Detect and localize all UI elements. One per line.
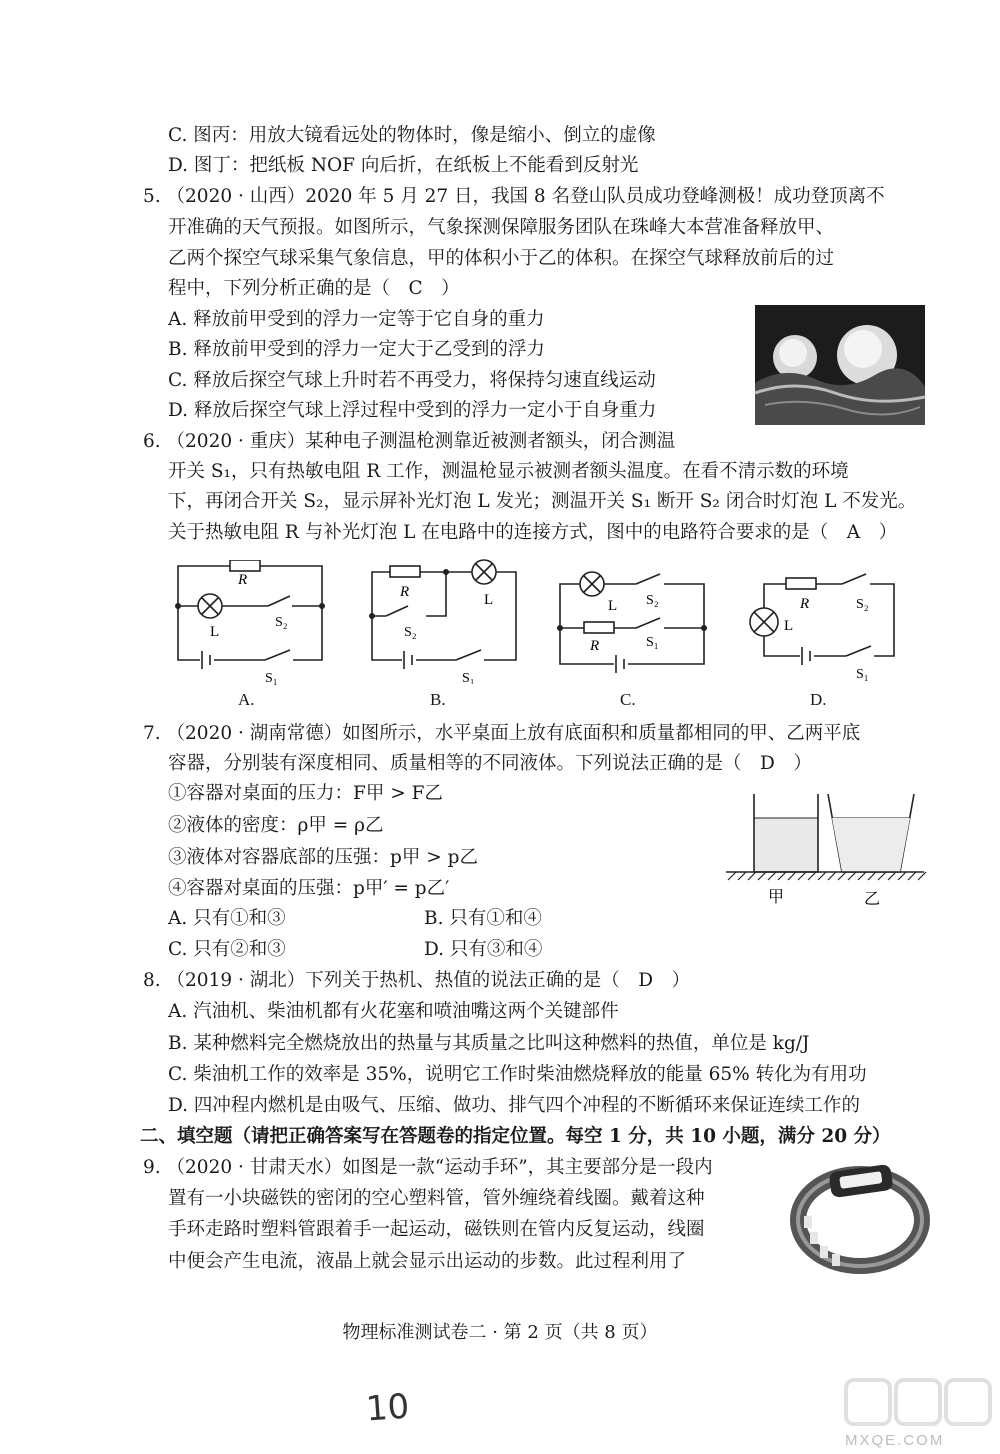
q5-stem-4: 程中，下列分析正确的是（ C ） — [168, 278, 460, 299]
label-jia: 甲 — [768, 889, 785, 906]
q7-statement-3: ③液体对容器底部的压强：p甲 > p乙 — [168, 847, 478, 868]
q5-stem-3: 乙两个探空气球采集气象信息，甲的体积小于乙的体积。在探空气球释放前后的过 — [168, 248, 835, 269]
option-label-b: B. — [430, 690, 446, 709]
q5-option-b: B. 释放前甲受到的浮力一定大于乙受到的浮力 — [168, 339, 545, 360]
balloon-photo — [755, 305, 925, 425]
q9-stem-2: 置有一小块磁铁的密闭的空心塑料管，管外缠绕着线圈。戴着这种 — [168, 1188, 705, 1209]
svg-text:R: R — [400, 584, 410, 600]
q9-stem-4: 中便会产生电流，液晶上就会显示出运动的步数。此过程利用了 — [168, 1251, 687, 1272]
q5-stem-1: 5. （2020 · 山西）2020 年 5 月 27 日，我国 8 名登山队员成功登峰测极！成功登顶离不 — [143, 186, 885, 207]
q8-option-c: C. 柴油机工作的效率是 35%，说明它工作时柴油燃烧释放的能量 65% 转化为有用功 — [168, 1064, 867, 1085]
option-label-a: A. — [238, 690, 255, 709]
q7-stem-2: 容器，分别装有深度相同、质量相等的不同液体。下列说法正确的是（ D ） — [168, 753, 812, 774]
q5-stem-2: 开准确的天气预报。如图所示，气象探测保障服务团队在珠峰大本营准备释放甲、 — [168, 217, 835, 238]
svg-text:S₁: S₁ — [646, 635, 659, 650]
label-r: R — [238, 572, 248, 588]
circuit-b — [364, 556, 524, 684]
q9-stem-3: 手环走路时塑料管跟着手一起运动，磁铁则在管内反复运动，线圈 — [168, 1219, 705, 1240]
option-label-d: D. — [810, 690, 827, 709]
label-s1: S₁ — [265, 671, 278, 685]
q5-option-a: A. 释放前甲受到的浮力一定等于它自身的重力 — [168, 309, 545, 330]
q8-option-a: A. 汽油机、柴油机都有火花塞和喷油嘴这两个关键部件 — [168, 1001, 619, 1022]
option-label-c: C. — [620, 690, 636, 709]
svg-text:L: L — [484, 592, 494, 608]
q7-option-a: A. 只有①和③ — [168, 908, 286, 929]
q6-stem-3: 下，再闭合开关 S₂，显示屏补光灯泡 L 发光；测温开关 S₁ 断开 S₂ 闭合时灯泡 L 不发光。 — [168, 491, 917, 512]
q5-option-d: D. 释放后探空气球上浮过程中受到的浮力一定小于自身重力 — [168, 400, 657, 421]
circuit-c — [552, 560, 712, 685]
svg-text:S₁: S₁ — [462, 671, 475, 684]
svg-text:S₂: S₂ — [404, 625, 417, 640]
q7-option-b: B. 只有①和④ — [424, 908, 542, 929]
svg-text:R: R — [590, 638, 600, 654]
wristband-photo — [790, 1160, 930, 1275]
svg-text:S₂: S₂ — [856, 597, 869, 612]
q6-stem-2: 开关 S₁，只有热敏电阻 R 工作，测温枪显示被测者额头温度。在看不清示数的环境 — [168, 461, 849, 482]
svg-text:R: R — [800, 596, 810, 612]
watermark-url: MXQE.COM — [845, 1432, 945, 1449]
svg-text:L: L — [608, 598, 618, 614]
label-yi: 乙 — [864, 891, 881, 908]
circuit-d — [742, 560, 907, 685]
q7-stem-1: 7. （2020 · 湖南常德）如图所示，水平桌面上放有底面积和质量都相同的甲、乙两平底 — [143, 723, 861, 744]
q7-statement-2: ②液体的密度：ρ甲 = ρ乙 — [168, 815, 384, 836]
q4-option-d: D. 图丁：把纸板 NOF 向后折，在纸板上不能看到反射光 — [168, 155, 639, 176]
svg-text:S₂: S₂ — [646, 593, 659, 608]
handwritten-number: 10 — [364, 1386, 411, 1430]
svg-text:S₁: S₁ — [856, 667, 869, 682]
svg-text:L: L — [784, 618, 794, 634]
page-footer: 物理标准测试卷二 · 第 2 页（共 8 页） — [342, 1322, 658, 1343]
q8-option-d: D. 四冲程内燃机是由吸气、压缩、做功、排气四个冲程的不断循环来保证连续工作的 — [168, 1095, 860, 1116]
q6-stem-4: 关于热敏电阻 R 与补光灯泡 L 在电路中的连接方式，图中的电路符合要求的是（ A ） — [168, 522, 898, 543]
label-l: L — [210, 624, 220, 640]
q7-statement-4: ④容器对桌面的压强：p甲′ = p乙′ — [168, 878, 450, 899]
q5-option-c: C. 释放后探空气球上升时若不再受力，将保持匀速直线运动 — [168, 370, 656, 391]
q6-stem-1: 6. （2020 · 重庆）某种电子测温枪测靠近被测者额头，闭合测温 — [143, 431, 676, 452]
q7-option-d: D. 只有③和④ — [424, 939, 543, 960]
label-s2: S₂ — [275, 615, 288, 630]
section-heading: 二、填空题（请把正确答案写在答题卷的指定位置。每空 1 分，共 10 小题，满分 20 分） — [140, 1126, 891, 1147]
circuit-a — [170, 560, 330, 685]
q7-statement-1: ①容器对桌面的压力：F甲 > F乙 — [168, 783, 443, 804]
q8-option-b: B. 某种燃料完全燃烧放出的热量与其质量之比叫这种燃料的热值，单位是 kg/J — [168, 1033, 810, 1054]
containers-figure — [720, 782, 930, 912]
q4-option-c: C. 图丙：用放大镜看远处的物体时，像是缩小、倒立的虚像 — [168, 125, 656, 146]
q9-stem-1: 9. （2020 · 甘肃天水）如图是一款“运动手环”，其主要部分是一段内 — [143, 1157, 713, 1178]
q7-option-c: C. 只有②和③ — [168, 939, 286, 960]
q8-stem: 8. （2019 · 湖北）下列关于热机、热值的说法正确的是（ D ） — [143, 970, 691, 991]
